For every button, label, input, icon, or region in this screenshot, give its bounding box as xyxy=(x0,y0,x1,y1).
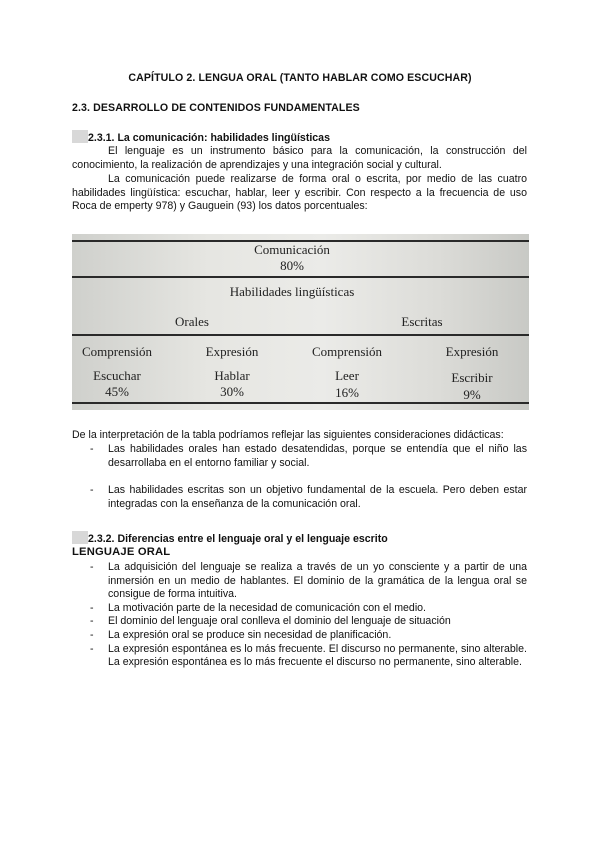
table-rule xyxy=(72,276,529,278)
highlight-marker xyxy=(72,531,88,544)
col-2-type: Expresión xyxy=(205,344,259,359)
list-item: - La expresión oral se produce sin necesidad de planificación. xyxy=(90,628,392,641)
section-title: 2.3. DESARROLLO DE CONTENIDOS FUNDAMENTALES xyxy=(72,102,360,114)
dash-bullet: - xyxy=(90,628,94,641)
subsection-title-2-3-2: 2.3.2. Diferencias entre el lenguaje oral y el lenguaje escrito xyxy=(72,531,388,545)
list-item: - La expresión espontánea es lo más frecuente. El discurso no permanente, sino alterable. La expresión espontánea es lo más frecuente el discurso no permanente, sino alterable. xyxy=(90,642,527,669)
col-4-value: 9% xyxy=(463,387,481,402)
skills-label: Habilidades lingüísticas xyxy=(229,284,355,299)
col-3-value: 16% xyxy=(335,385,359,400)
dash-bullet: - xyxy=(90,601,94,614)
col-4-skill: Escribir xyxy=(451,370,493,385)
list-item: - El dominio del lenguaje oral conlleva el dominio del lenguaje de situación xyxy=(90,615,451,628)
dash-bullet: - xyxy=(90,615,94,628)
dash-bullet: - xyxy=(90,561,94,573)
list-item: - La motivación parte de la necesidad de comunicación con el medio. xyxy=(90,601,427,614)
communication-value: 80% xyxy=(280,258,304,273)
col-2-skill: Hablar xyxy=(214,368,250,383)
paragraph-1: El lenguaje es un instrumento básico para la comunicación, la construcción del conocimiento, la realización de aprendizajes y una integración social y cultural. xyxy=(72,145,527,171)
paragraph-2: La comunicación puede realizarse de forma oral o escrita, por medio de las cuatro habilidades lingüística: escuchar, hablar, leer y escribir. Con respecto a la frecuencia de uso Roca de emperty 978) y Gauguein (93) los datos porcentuales: xyxy=(72,173,527,213)
col-2-value: 30% xyxy=(220,384,244,399)
communication-label: Comunicación xyxy=(254,242,330,257)
subsection-title-2-3-1: 2.3.1. La comunicación: habilidades lingüísticas xyxy=(72,130,330,144)
table-rule xyxy=(72,334,529,336)
interpretation-list xyxy=(90,443,527,511)
col-3-skill: Leer xyxy=(335,368,359,383)
highlight-marker xyxy=(72,130,88,143)
lenguaje-oral-heading: LENGUAJE ORAL xyxy=(72,546,171,558)
col-1-value: 45% xyxy=(105,384,129,399)
frequency-table-image xyxy=(72,234,529,410)
list-item: - Las habilidades orales han estado desatendidas, porque se entendía que el niño las desarrollaba en el entorno familiar y social. xyxy=(90,443,527,469)
col-4-type: Expresión xyxy=(445,344,499,359)
dash-bullet: - xyxy=(90,484,94,497)
chapter-title: CAPÍTULO 2. LENGUA ORAL (TANTO HABLAR COMO ESCUCHAR) xyxy=(128,72,472,84)
dash-bullet: - xyxy=(90,642,94,655)
col-3-type: Comprensión xyxy=(311,344,383,359)
group-orales: Orales xyxy=(175,314,209,329)
col-1-skill: Escuchar xyxy=(93,368,141,383)
list-item: - La adquisición del lenguaje se realiza a través de un yo consciente y a partir de una inmersión en un medio de hablantes. El dominio de la gramática de la lengua oral se consigue de forma intuitiva. xyxy=(90,561,527,601)
table-rule xyxy=(72,402,529,404)
col-1-type: Comprensión xyxy=(81,344,153,359)
oral-language-list xyxy=(90,561,527,670)
list-item: - Las habilidades escritas son un objetivo fundamental de la escuela. Pero deben estar integradas con la enseñanza de la comunicación oral. xyxy=(90,484,527,510)
dash-bullet: - xyxy=(90,443,94,455)
interpretation-intro: De la interpretación de la tabla podríamos reflejar las siguientes consideraciones didácticas: xyxy=(72,429,504,441)
group-escritas: Escritas xyxy=(401,314,443,329)
